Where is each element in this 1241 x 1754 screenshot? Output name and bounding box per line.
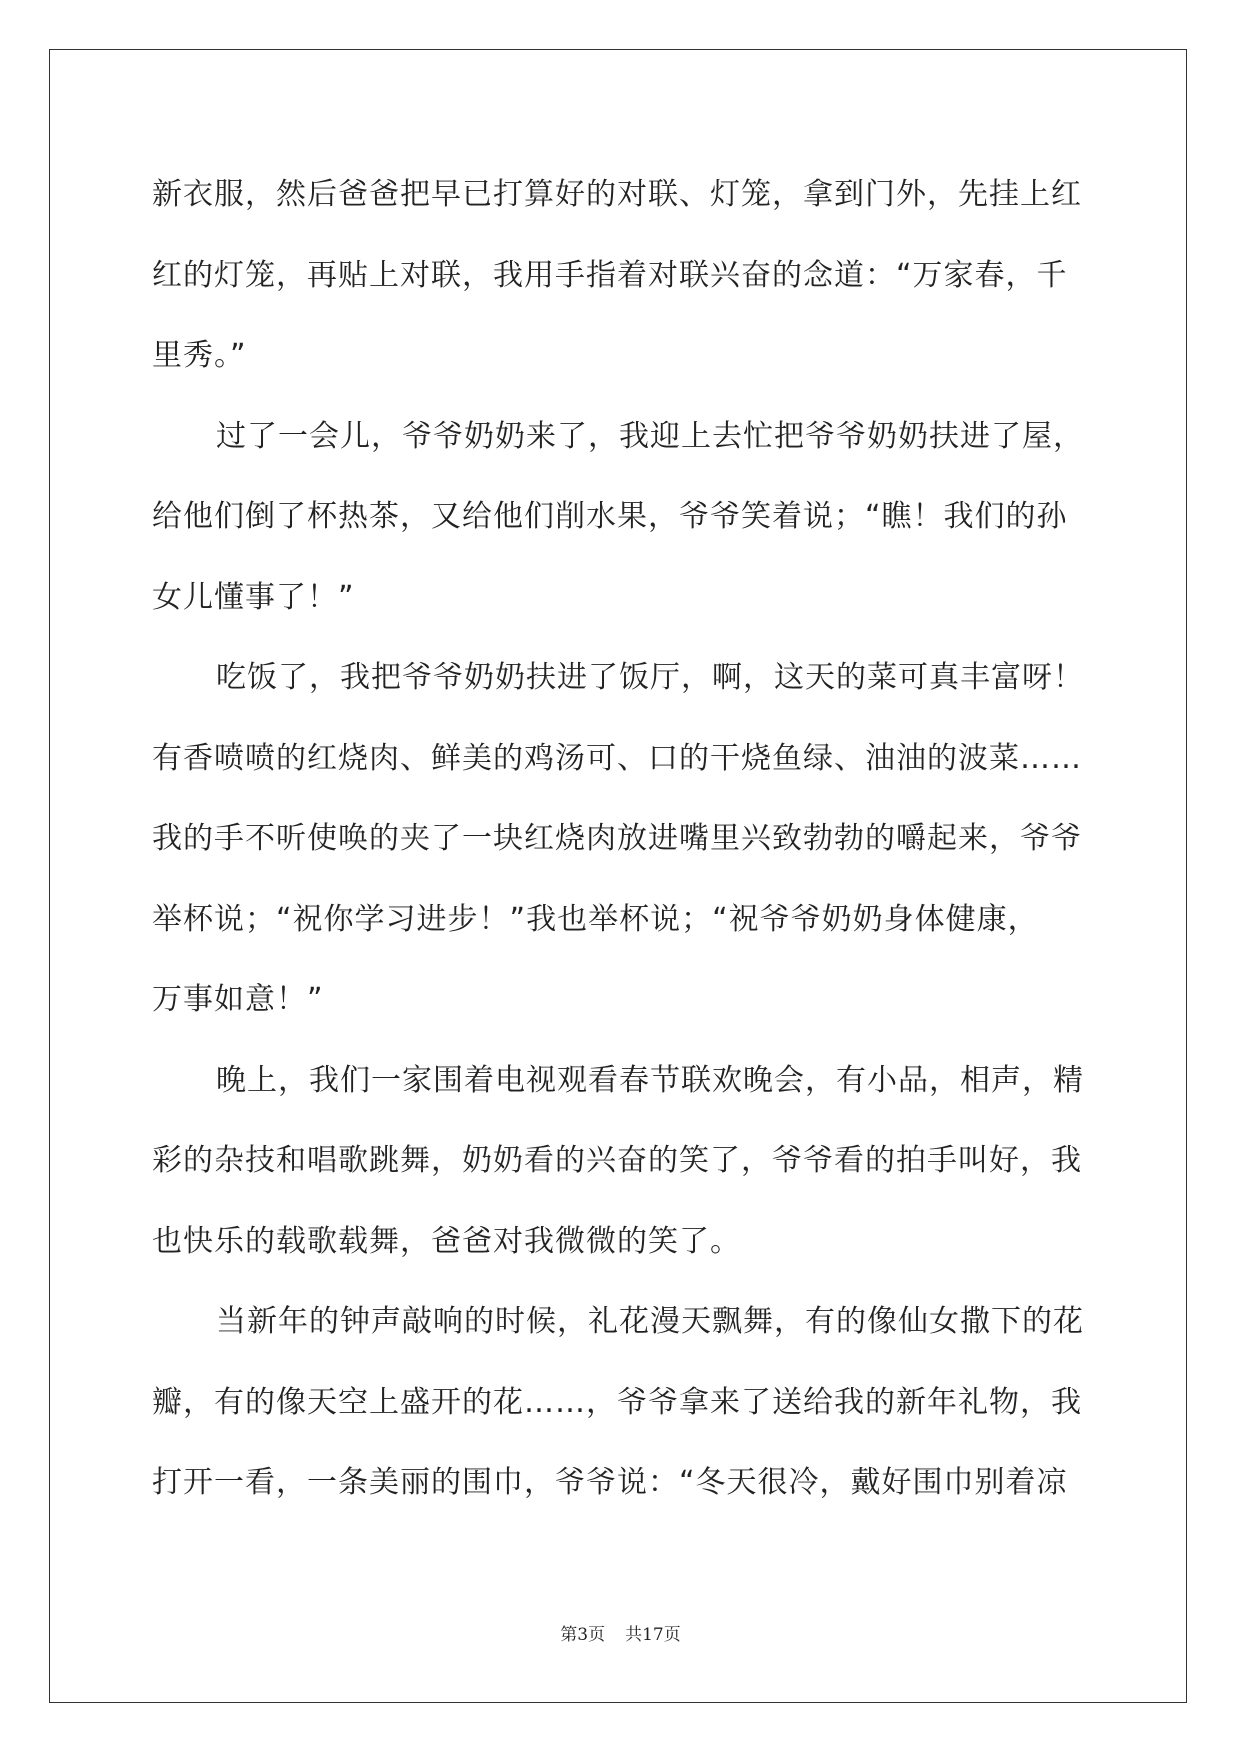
text-line: 彩的杂技和唱歌跳舞，奶奶看的兴奋的笑了，爷爷看的拍手叫好，我 [152,1143,1082,1178]
text-line: 我的手不听使唤的夹了一块红烧肉放进嘴里兴致勃勃的嚼起来，爷爷 [152,821,1082,856]
text-line: 当新年的钟声敲响的时候，礼花漫天飘舞，有的像仙女撒下的花 [216,1304,1084,1339]
paragraph-1 [152,155,1087,397]
text-line: 也快乐的载歌载舞，爸爸对我微微的笑了。 [152,1223,741,1259]
text-line: 红的灯笼，再贴上对联，我用手指着对联兴奋的念道：“万家春，千 [152,257,1068,293]
text-line: 打开一看，一条美丽的围巾，爷爷说：“冬天很冷，戴好围巾别着凉 [152,1465,1068,1500]
text-line: 瓣，有的像天空上盛开的花……，爷爷拿来了送给我的新年礼物，我 [152,1384,1082,1420]
paragraph-2 [152,397,1087,639]
text-line: 吃饭了，我把爷爷奶奶扶进了饭厅，啊，这天的菜可真丰富呀！ [216,660,1084,695]
page-total: 共17页 [625,1625,681,1645]
paragraph-4 [152,1041,1087,1283]
text-line: 里秀。” [152,338,247,373]
page-number: 第3页 [560,1625,606,1645]
paragraph-5 [152,1282,1087,1524]
text-line: 过了一会儿，爷爷奶奶来了，我迎上去忙把爷爷奶奶扶进了屋， [216,418,1084,454]
text-line: 给他们倒了杯热茶，又给他们削水果，爷爷笑着说；“瞧！我们的孙 [152,499,1068,534]
text-line: 晚上，我们一家围着电视观看春节联欢晚会，有小品，相声，精 [216,1062,1084,1098]
text-line: 新衣服，然后爸爸把早已打算好的对联、灯笼，拿到门外，先挂上红 [152,177,1082,212]
text-line: 万事如意！” [152,982,324,1017]
paragraph-3 [152,638,1087,1041]
document-body [152,155,1087,1524]
text-line: 有香喷喷的红烧肉、鲜美的鸡汤可、口的干烧鱼绿、油油的波菜…… [152,740,1082,776]
page-footer [0,1620,1241,1645]
text-line: 女儿懂事了！” [152,579,355,615]
text-line: 举杯说；“祝你学习进步！”我也举杯说；“祝爷爷奶奶身体健康， [152,901,1039,937]
